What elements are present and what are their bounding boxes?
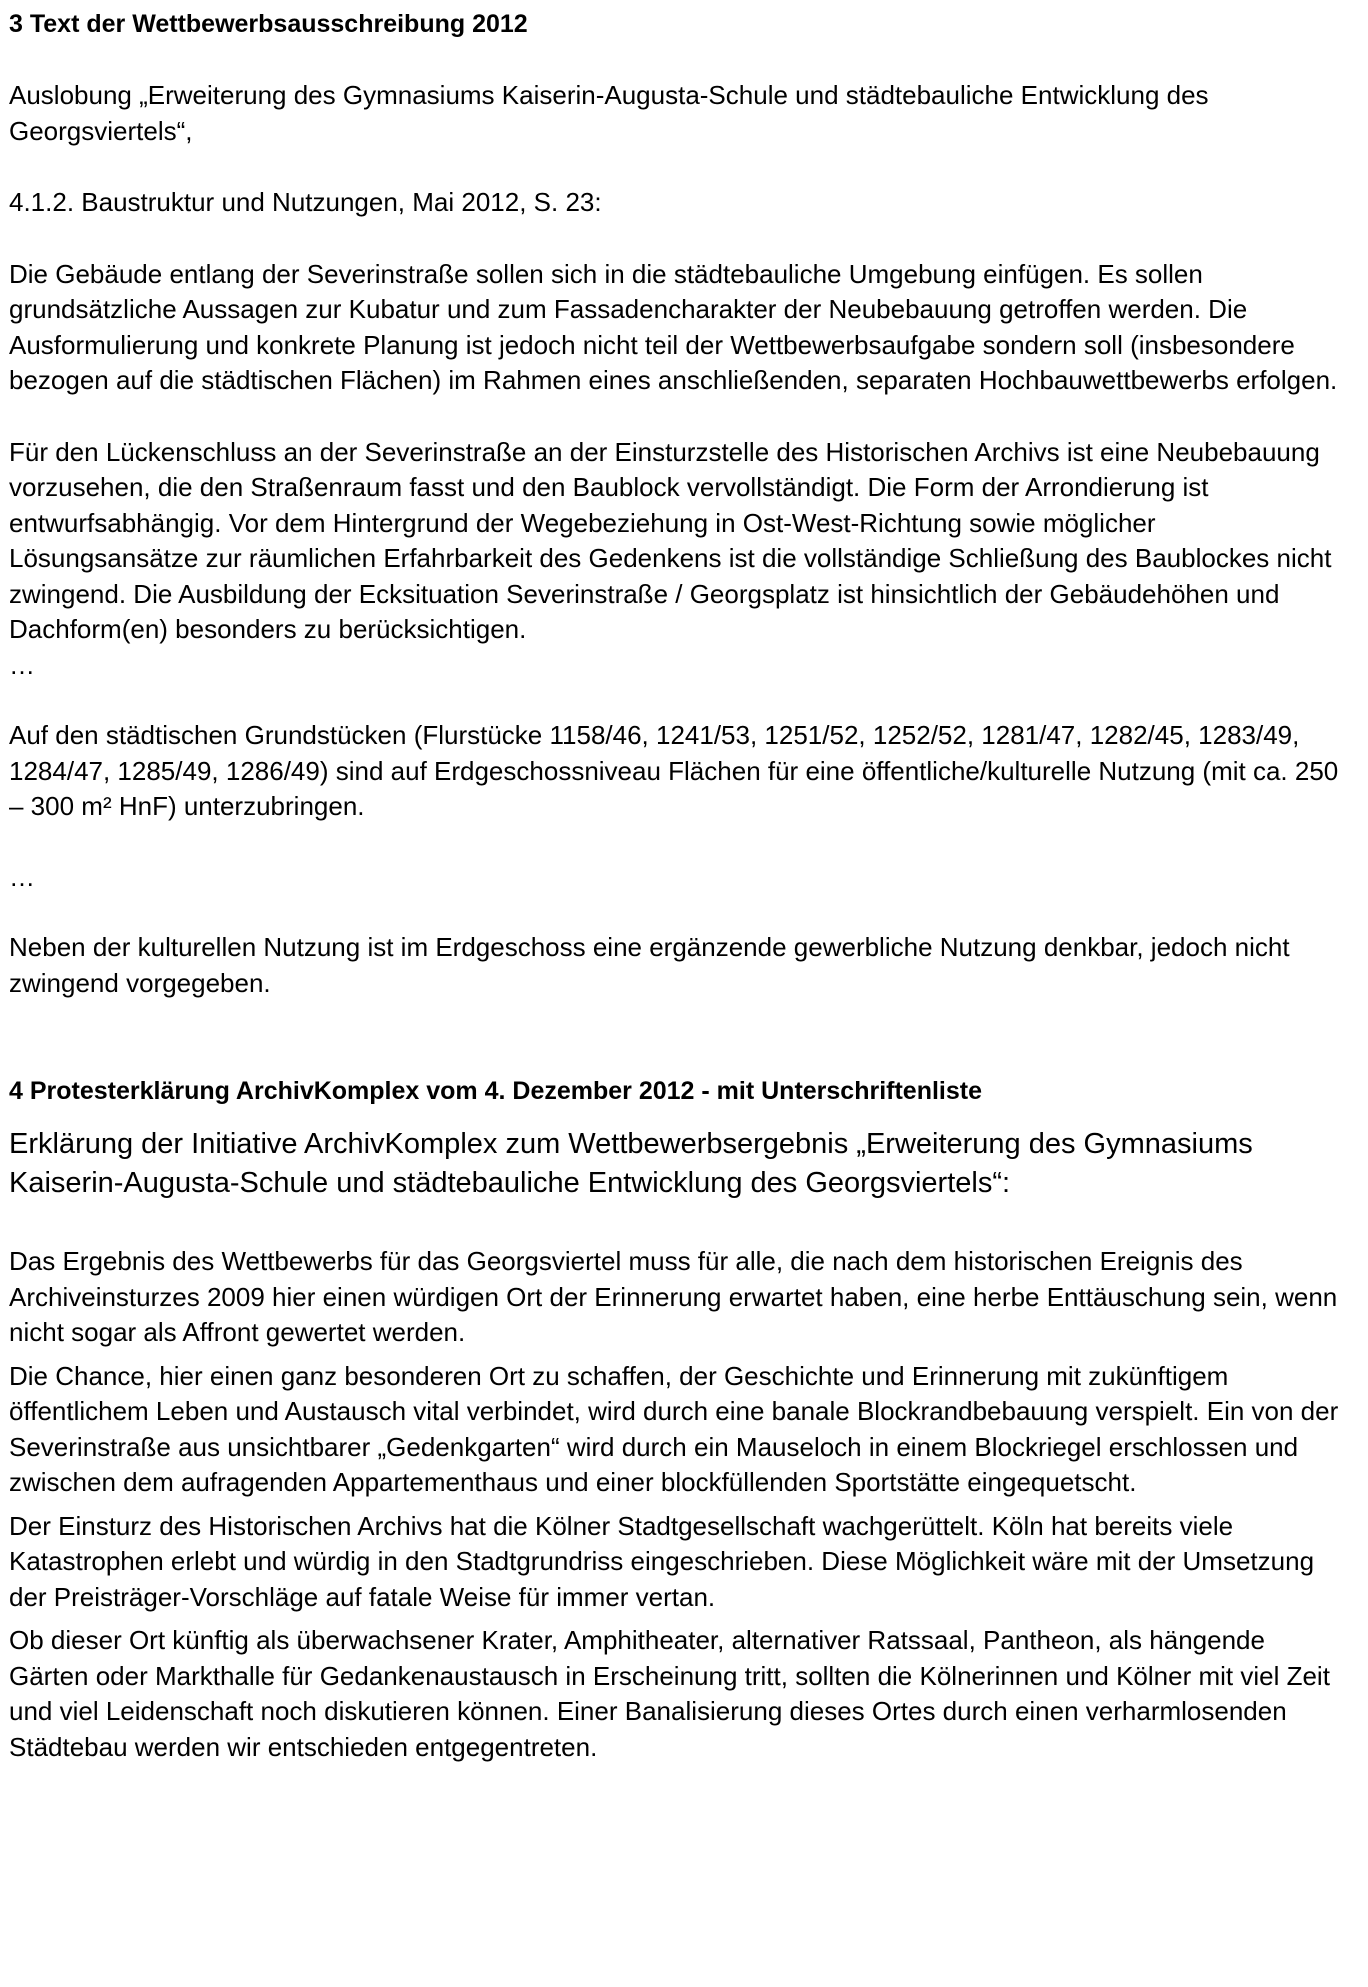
gap-closure-paragraph: Für den Lückenschluss an der Severinstraße an der Einsturzstelle des Historischen Archivs ist eine Neubebauung vorzusehen, die den Straßenraum fasst und den Baublock vervollständigt. Die Form der Arrondierung ist entwurfsabhängig. Vor dem Hintergrund der Wegebeziehung in Ost-West-Richtung sowie möglicher Lösungsansätze zur räumlichen Erfahrbarkeit des Gedenkens ist die vollständige Schließung des Baublockes nicht zwingend. Die Ausbildung der Ecksituation Severinstraße / Georgsplatz ist hinsichtlich der Gebäudehöhen und Dachform(en) besonders zu berücksichtigen.	[9, 436, 1332, 644]
declaration-paragraph: Ob dieser Ort künftig als überwachsener Krater, Amphitheater, alternativer Ratssaal, Pantheon, als hängende Gärten oder Markthalle für Gedankenaustausch in Erscheinung tritt, sollten die Kölnerinnen und Kölner mit viel Zeit und viel Leidenschaft noch diskutieren können. Einer Banalisierung dieses Ortes durch einen verharmlosenden Städtebau werden wir entschieden entgegentreten.	[9, 1625, 1330, 1762]
ellipsis: …	[9, 861, 35, 892]
municipal-plots-paragraph: Auf den städtischen Grundstücken (Flurstücke 1158/46, 1241/53, 1251/52, 1252/52, 1281/47, 1282/45, 1283/49, 1284/47, 1285/49, 1286/49) sind auf Erdgeschossniveau Flächen für eine öffentliche/kulturelle Nutzung (mit ca. 250 – 300 m² HnF) unterzubringen.	[9, 720, 1339, 821]
declaration-paragraph: Die Chance, hier einen ganz besonderen Ort zu schaffen, der Geschichte und Erinnerung mit zukünftigem öffentlichem Leben und Austausch vital verbindet, wird durch eine banale Blockrandbebauung verspielt. Ein von der Severinstraße aus unsichtbarer „Gedenkgarten“ wird durch ein Mauseloch in einem Blockriegel erschlossen und zwischen dem aufragenden Appartementhaus und einer blockfüllenden Sportstätte eingequetscht.	[9, 1360, 1339, 1497]
section-4-heading: 4 Protesterklärung ArchivKomplex vom 4. Dezember 2012 - mit Unterschriftenliste	[9, 1077, 983, 1105]
section-3-heading: 3 Text der Wettbewerbsausschreibung 2012	[9, 10, 528, 38]
declaration-paragraph: Der Einsturz des Historischen Archivs hat die Kölner Stadtgesellschaft wachgerüttelt. Köln hat bereits viele Katastrophen erlebt und würdig in den Stadtgrundriss eingeschrieben. Diese Möglichkeit wäre mit der Umsetzung der Preisträger-Vorschläge auf fatale Weise für immer vertan.	[9, 1510, 1315, 1612]
declaration-lead: Erklärung der Initiative ArchivKomplex zum Wettbewerbsergebnis „Erweiterung des Gymnasiums Kaiserin-Augusta-Schule und städtebauliche Entwicklung des Georgsviertels“:	[9, 1128, 1253, 1199]
commercial-use-paragraph: Neben der kulturellen Nutzung ist im Erdgeschoss eine ergänzende gewerbliche Nutzung denkbar, jedoch nicht zwingend vorgegeben.	[9, 932, 1290, 998]
ellipsis: …	[9, 649, 35, 680]
section-3	[9, 6, 1368, 1001]
section-4	[9, 1073, 1368, 1765]
building-structure-paragraph: Die Gebäude entlang der Severinstraße sollen sich in die städtebauliche Umgebung einfügen. Es sollen grundsätzliche Aussagen zur Kubatur und zum Fassadencharakter der Neubebauung getroffen werden. Die Ausformulierung und konkrete Planung ist jedoch nicht teil der Wettbewerbsaufgabe sondern soll (insbesondere bezogen auf die städtischen Flächen) im Rahmen eines anschließenden, separaten Hochbauwettbewerbs erfolgen.	[9, 258, 1338, 395]
declaration-paragraph: Das Ergebnis des Wettbewerbs für das Georgsviertel muss für alle, die nach dem historischen Ereignis des Archiveinsturzes 2009 hier einen würdigen Ort der Erinnerung erwartet haben, eine herbe Enttäuschung sein, wenn nicht sogar als Affront gewertet werden.	[9, 1246, 1338, 1347]
tender-reference-paragraph: 4.1.2. Baustruktur und Nutzungen, Mai 2012, S. 23:	[9, 187, 602, 217]
tender-title-paragraph: Auslobung „Erweiterung des Gymnasiums Kaiserin-Augusta-Schule und städtebauliche Entwicklung des Georgsviertels“,	[9, 80, 1209, 146]
